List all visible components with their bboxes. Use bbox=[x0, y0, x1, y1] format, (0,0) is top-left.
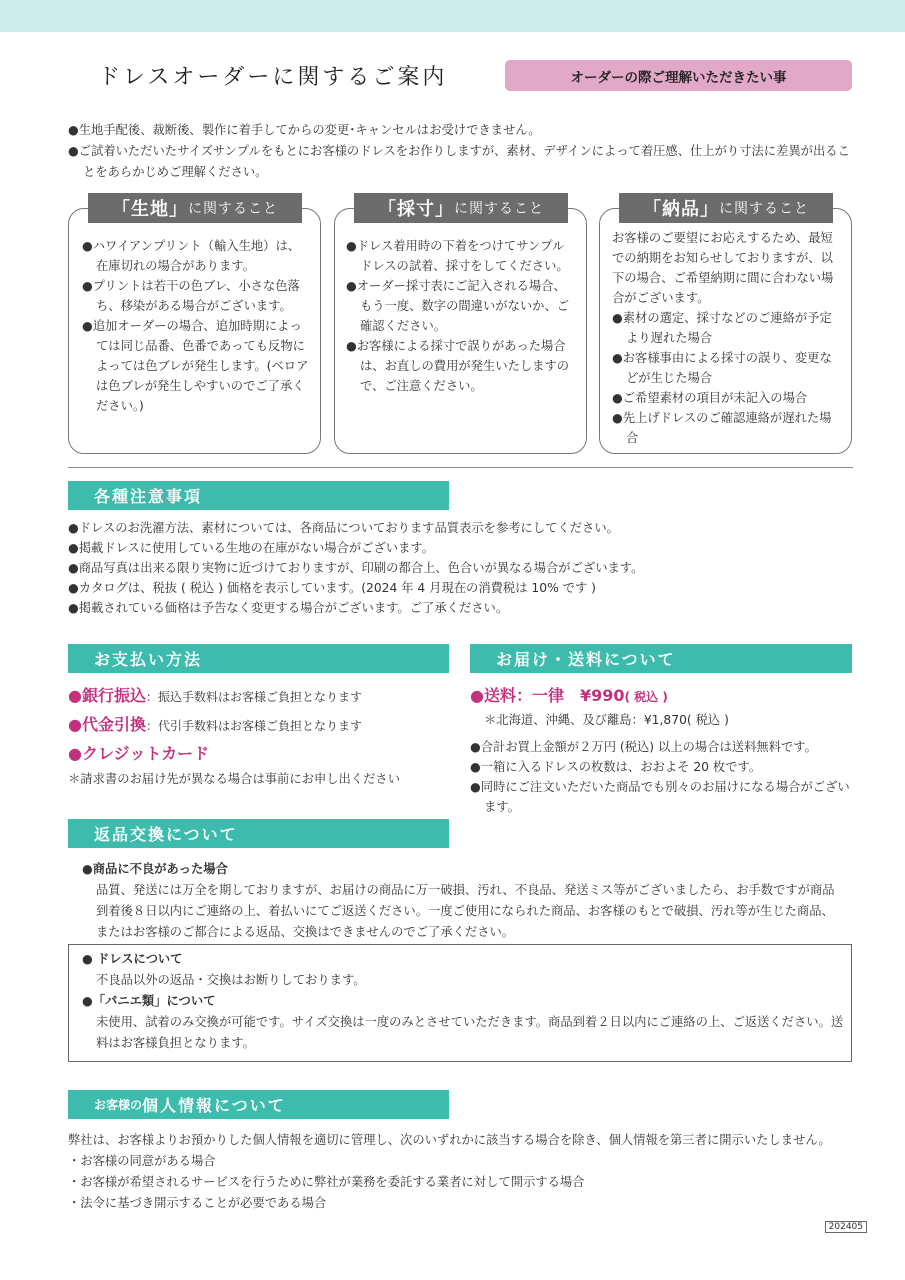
fabric-label-big: 「生地」 bbox=[112, 199, 188, 220]
shipping-section bbox=[470, 684, 860, 817]
returns-defect-text: 品質、発送には万全を期しておりますが、お届けの商品に万一破損、汚れ、不良品、発送ミス等がございましたら、お手数ですが商品到着後８日以内にご連絡の上、着払いにてご返送ください。一度ご使用になられた商品、お客様のもとで破損、汚れ等が生じた商品、またはお客様のご都合による返品、交換はできませんのでご了承ください。 bbox=[96, 883, 835, 939]
delivery-lead: お客様のご要望にお応えするため、最短での納期をお知らせしておりますが、以下の場合、ご希望納期に間に合わない場合がございます。 bbox=[612, 231, 834, 305]
privacy-heading-small: お客様の bbox=[94, 1098, 143, 1112]
delivery-item: ●先上げドレスのご確認連絡が遅れた場合 bbox=[612, 411, 832, 445]
payment-section bbox=[68, 682, 458, 789]
fabric-item: ●追加オーダーの場合、追加時期によっては同じ品番、色番であっても反物によっては色ブレが発生します。(ベロアは色ブレが発生しやすいのでご了承ください。) bbox=[82, 319, 309, 413]
privacy-lead: 弊社は、お客様よりお預かりした個人情報を適切に管理し、次のいずれかに該当する場合を除き、個人情報を第三者に開示いたしません。 bbox=[68, 1133, 831, 1147]
notes-item: ●ドレスのお洗濯方法、素材については、各商品についております品質表示を参考にしてください。 bbox=[68, 521, 619, 535]
payment-note: ＊請求書のお届け先が異なる場合は事前にお申し出ください bbox=[68, 772, 401, 786]
privacy-item: ・お客様の同意がある場合 bbox=[68, 1154, 216, 1168]
returns-dress-title: ● ドレスについて bbox=[82, 952, 183, 966]
shipping-item: ●合計お買上金額が２万円 (税込) 以上の場合は送料無料です。 bbox=[470, 740, 817, 754]
privacy-heading-big: 個人情報について bbox=[142, 1096, 286, 1115]
fabric-label-rest: に関すること bbox=[188, 201, 278, 217]
returns-heading: 返品交換について bbox=[68, 819, 449, 848]
shipping-list bbox=[470, 737, 860, 817]
measure-item: ●オーダー採寸表にご記入される場合、もう一度、数字の間違いがないか、ご確認ください。 bbox=[346, 279, 570, 333]
payment-bank bbox=[68, 682, 458, 711]
payment-cod bbox=[68, 711, 458, 740]
page-title: ドレスオーダーに関するご案内 bbox=[98, 65, 448, 90]
measure-box-body bbox=[346, 236, 574, 396]
payment-heading: お支払い方法 bbox=[68, 644, 449, 673]
returns-dress-text: 不良品以外の返品・交換はお断りしております。 bbox=[96, 973, 366, 987]
shipping-fee-label: ●送料：一律 ¥990 bbox=[470, 686, 625, 705]
notes-list bbox=[68, 518, 858, 618]
payment-card bbox=[68, 740, 458, 769]
privacy-section bbox=[68, 1130, 858, 1214]
measure-item: ●お客様による採寸で誤りがあった場合は、お直しの費用が発生いたしますので、ご注意ください。 bbox=[346, 339, 570, 393]
returns-defect bbox=[82, 859, 844, 943]
fabric-box-label bbox=[88, 193, 302, 223]
notes-item: ●カタログは、税抜 ( 税込 ) 価格を表示しています。(2024 年 4 月現在の消費税は 10% です ) bbox=[68, 581, 596, 595]
intro-list bbox=[68, 120, 858, 183]
fabric-item: ●ハワイアンプリント（輸入生地）は、在庫切れの場合があります。 bbox=[82, 239, 301, 273]
fabric-item: ●プリントは若干の色ブレ、小さな色落ち、移染がある場合がございます。 bbox=[82, 279, 300, 313]
notes-item: ●商品写真は出来る限り実物に近づけておりますが、印刷の都合上、色合いが異なる場合がございます。 bbox=[68, 561, 644, 575]
privacy-item: ・お客様が希望されるサービスを行うために弊社が業務を委託する業者に対して開示する場合 bbox=[68, 1175, 585, 1189]
payment-card-label: ●クレジットカード bbox=[68, 744, 210, 763]
payment-cod-text: ：代引手数料はお客様ご負担となります bbox=[145, 719, 362, 733]
privacy-item: ・法令に基づき開示することが必要である場合 bbox=[68, 1196, 327, 1210]
measure-box-label bbox=[354, 193, 568, 223]
delivery-item: ●お客様事由による採寸の誤り、変更などが生じた場合 bbox=[612, 351, 832, 385]
footer-code: 202405 bbox=[825, 1221, 867, 1233]
fabric-box-body bbox=[82, 236, 310, 416]
shipping-heading: お届け・送料について bbox=[470, 644, 852, 673]
notes-item: ●掲載ドレスに使用している生地の在庫がない場合がございます。 bbox=[68, 541, 434, 555]
intro-item: ●ご試着いただいたサイズサンプルをもとにお客様のドレスをお作りしますが、素材、デザインによって着圧感、仕上がり寸法に差異が出ることをあらかじめご理解ください。 bbox=[68, 144, 850, 179]
delivery-label-rest: に関すること bbox=[719, 201, 809, 217]
notes-item: ●掲載されている価格は予告なく変更する場合がございます。ご了承ください。 bbox=[68, 601, 509, 615]
shipping-item: ●同時にご注文いただいた商品でも別々のお届けになる場合がございます。 bbox=[470, 780, 850, 814]
delivery-box-label bbox=[619, 193, 833, 223]
measure-label-big: 「採寸」 bbox=[378, 199, 454, 220]
shipping-item: ●一箱に入るドレスの枚数は、おおよそ 20 枚です。 bbox=[470, 760, 762, 774]
privacy-heading bbox=[68, 1090, 449, 1119]
payment-bank-label: ●銀行振込 bbox=[68, 686, 146, 705]
section-divider bbox=[68, 467, 853, 468]
shipping-remote: ＊北海道、沖縄、及び離島：¥1,870( 税込 ) bbox=[484, 713, 729, 727]
returns-pannier-text: 未使用、試着のみ交換が可能です。サイズ交換は一度のみとさせていただきます。商品到着２日以内にご連絡の上、ご返送ください。送料はお客様負担となります。 bbox=[96, 1015, 844, 1050]
payment-bank-text: ：振込手数料はお客様ご負担となります bbox=[145, 690, 362, 704]
delivery-item: ●ご希望素材の項目が未記入の場合 bbox=[612, 391, 808, 405]
delivery-label-big: 「納品」 bbox=[643, 199, 719, 220]
delivery-box-body bbox=[612, 228, 840, 448]
returns-pannier-title: ●「パニエ類」について bbox=[82, 994, 216, 1008]
payment-cod-label: ●代金引換 bbox=[68, 715, 146, 734]
delivery-item: ●素材の選定、採寸などのご連絡が予定より遅れた場合 bbox=[612, 311, 832, 345]
measure-item: ●ドレス着用時の下着をつけてサンプルドレスの試着、採寸をしてください。 bbox=[346, 239, 569, 273]
intro-item: ●生地手配後、裁断後、製作に着手してからの変更･キャンセルはお受けできません。 bbox=[68, 123, 541, 137]
shipping-fee bbox=[470, 684, 860, 709]
measure-label-rest: に関すること bbox=[454, 201, 544, 217]
top-band bbox=[0, 0, 905, 32]
returns-defect-title: ●商品に不良があった場合 bbox=[82, 862, 228, 876]
header-pill: オーダーの際ご理解いただきたい事 bbox=[505, 60, 852, 91]
notes-heading: 各種注意事項 bbox=[68, 481, 449, 510]
shipping-fee-tax: ( 税込 ) bbox=[624, 690, 668, 704]
returns-frame-content bbox=[82, 949, 844, 1054]
